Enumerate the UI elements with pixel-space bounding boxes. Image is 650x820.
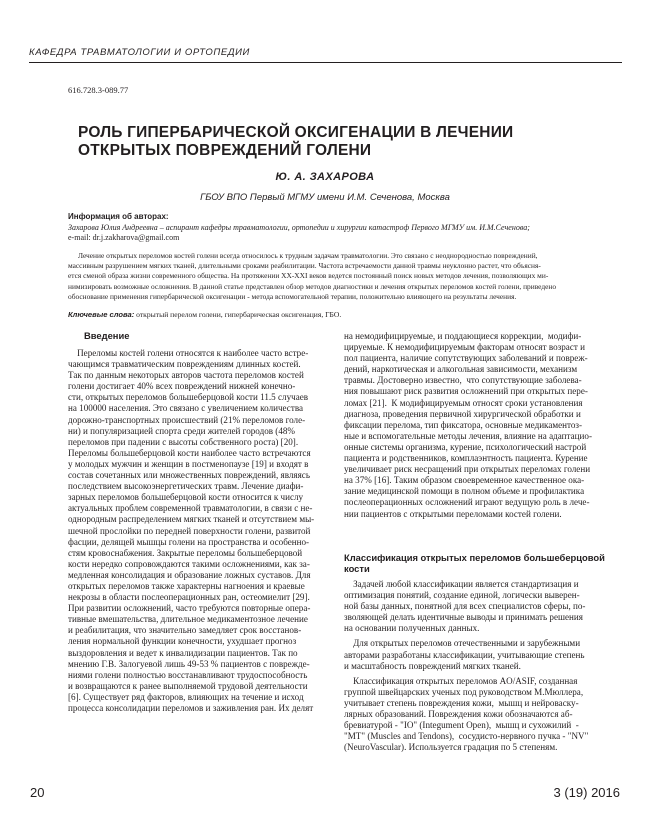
authors-info-heading: Информация об авторах: — [68, 212, 169, 221]
text-line: на 37% [16]. Таким образом своевременное качественное ока- — [344, 475, 585, 486]
right-column — [344, 331, 612, 520]
authors-info-email: e-mail: dr.j.zakharova@gmail.com — [68, 233, 180, 242]
text-line: диагноза, проведения первичной хирургической обработки и — [344, 408, 581, 419]
text-line: При развитии осложнений, часто требуются повторные опера- — [68, 603, 311, 614]
text-line: чающимся травматическим повреждениям длинных костей. — [68, 359, 301, 370]
text-line: авторами разработаны классификации, учитывающие степень — [344, 649, 585, 660]
text-line: фиксации перелома, тип фиксатора, основные медикаментоз- — [344, 419, 583, 430]
text-line: на основании полученных данных. — [344, 623, 480, 634]
journal-section-header: КАФЕДРА ТРАВМАТОЛОГИИ И ОРТОПЕДИИ — [29, 47, 250, 58]
text-line: дорожно-транспортных происшествий (21% переломов голе- — [68, 414, 306, 425]
authors-info — [68, 212, 608, 244]
article-title — [78, 124, 598, 160]
text-line: нии пациентов с открытыми переломами костей голени. — [344, 508, 562, 519]
text-line: ни) и популяризацией спорта среди жителей городов (48% — [68, 425, 296, 436]
abstract-line: нимизировать возможные осложнения. В данной статье представлен обзор методов диагностики и лечения открытых переломов костей голени, приведено — [68, 281, 557, 291]
text-line: Переломы костей голени относятся к наиболее часто встре- — [68, 348, 309, 358]
text-line: послеоперационных осложнений играют ведущую роль в лече- — [344, 497, 590, 508]
keywords-label: Ключевые слова: — [68, 310, 135, 319]
page-number: 20 — [30, 785, 45, 800]
text-line: учитывает степень повреждения кожи, мышц и нейроваску- — [344, 697, 579, 708]
text-line: некрозы в области послеоперационных ран, остеомиелит [29]. — [68, 592, 310, 603]
issue-number: 3 (19) 2016 — [553, 785, 620, 800]
text-line: открытых переломов также характерны нагноения и краевые — [68, 580, 305, 591]
authors-info-line: Захарова Юлия Андреевна – аспирант кафедры травматологии, ортопедии и хирургии катастроф Первого МГМУ им. И.М.Сеченова; — [68, 222, 530, 232]
text-line: ной базы данных, понятной для всех специалистов сферы, по- — [344, 601, 586, 612]
abstract-line: Лечение открытых переломов костей голени всегда относилось к трудным задачам травматологии. Это связано с неоднородностью повреждений, — [78, 251, 538, 260]
text-line: [6]. Существует ряд факторов, влияющих на течение и исход — [68, 691, 304, 702]
text-line: выздоровления и ведет к инвалидизации пациентов. Так по — [68, 647, 298, 658]
abstract-line: обоснование применения гипербарической оксигенации - метода вспомогательной терапии, положительно влияющего на результаты лечения. — [68, 291, 517, 301]
text-line: оптимизация понятий, создание единой, логически выверен- — [344, 590, 580, 601]
abstract-line: ется сменой образа жизни современного общества. На протяжении XX-XXI веков ведется постоянный поиск новых методов лечения, позволяющих ми- — [68, 271, 549, 281]
text-line: и возвращаются к ранее выполняемой трудовой деятельности — [68, 680, 308, 691]
text-line: зарных переломов большеберцовой кости относится к числу — [68, 492, 304, 503]
text-line: бревиатурой - "IO" (Integument Open), мышц и сухожилий - — [344, 720, 579, 731]
author-name: Ю. А. ЗАХАРОВА — [275, 171, 375, 183]
text-line: "MT" (Muscles and Tendons), сосудисто-нервного пучка - "NV" — [344, 731, 589, 742]
text-line: Задачей любой классификации является стандартизация и — [344, 579, 579, 589]
text-line: ниями голени полностью восстанавливают трудоспособность — [68, 669, 308, 680]
text-line: дений, наркотическая и алкогольная зависимости, механизм — [344, 364, 578, 375]
keywords-text: открытый перелом голени, гипербарическая оксигенация, ГБО. — [134, 310, 342, 319]
text-line: ния повышают риск развития осложнений при открытых пере- — [344, 386, 588, 397]
text-line: Классификация открытых переломов AO/ASIF, созданная — [344, 675, 578, 686]
text-line: голени достигает 40% всех повреждений нижней конечно- — [68, 381, 296, 392]
left-column — [68, 348, 336, 714]
text-line: и реабилитация, что значительно замедляет срок восстанов- — [68, 625, 302, 636]
text-line: стям кровоснабжения. Закрытые переломы большеберцовой — [68, 547, 303, 558]
text-line: состав сочетанных или множественных повреждений, являясь — [68, 470, 310, 481]
text-line: фасции, делящей мышцы голени на пространства и особенно- — [68, 536, 310, 547]
text-line: травмы. Достоверно известно, что сопутствующие заболева- — [344, 375, 582, 386]
text-line: пол пациента, наличие сопутствующих заболеваний и повреж- — [344, 353, 588, 364]
classification-heading-line: кости — [344, 563, 370, 574]
right-column-classification — [344, 579, 612, 753]
text-line: актуальных проблем современной травматологии, в связи с не- — [68, 503, 313, 514]
text-line: последствием высокоэнергетических травм. Лечение диафи- — [68, 481, 304, 492]
text-line: Так по данным некоторых авторов частота переломов костей — [68, 370, 304, 381]
text-line: зание медицинской помощи в полном объеме и профилактика — [344, 486, 585, 497]
text-line: на 100000 населения. Это связано с увеличением количества — [68, 403, 304, 414]
text-line: и масштабность повреждений мягких тканей. — [344, 660, 521, 671]
text-line: сти, открытых переломов большеберцовой кости 11.5 случаев — [68, 392, 309, 403]
text-line: переломов при падении с высоты собственного роста) [20]. — [68, 436, 299, 447]
text-line: онные системы организма, курение, психологический настрой — [344, 441, 587, 452]
text-line: ломах [21]. К модифицируемым относят сроки установления — [344, 397, 583, 408]
header-divider — [29, 62, 622, 63]
text-line: шечной прослойки по передней поверхности голени, развитой — [68, 525, 311, 536]
text-line: тивные вмешательства, длительное медикаментозное лечение — [68, 614, 308, 625]
abstract-line: массивным разрушением мягких тканей, длительными сроками реабилитации. Частота встречаемости данной травмы неуклонно растет, что объясня- — [68, 261, 541, 271]
text-line: цируемые. К немодифицируемым факторам относят возраст и — [344, 342, 585, 353]
text-line: медленная консолидация и образование ложных суставов. Для — [68, 569, 311, 580]
classification-heading-line: Классификация открытых переломов большеберцовой — [344, 552, 605, 563]
text-line: увеличивает риск несращений при открытых переломах голени — [344, 464, 591, 475]
text-line: Для открытых переломов отечественными и зарубежными — [344, 638, 581, 649]
text-line: у молодых мужчин и женщин в постменопаузе [19] и входят в — [68, 458, 309, 469]
text-line: лярных образований. Повреждения кожи обозначаются аб- — [344, 709, 573, 720]
udc-code: 616.728.3-089.77 — [68, 85, 129, 95]
text-line: зволяющей делать идентичные выводы и принимать решения — [344, 612, 583, 623]
text-line: (NeuroVascular). Используется градация по 5 степеням. — [344, 742, 558, 753]
classification-heading — [344, 552, 612, 574]
text-line: процесса консолидации переломов и заживления ран. Их делят — [68, 703, 314, 713]
title-line: ОТКРЫТЫХ ПОВРЕЖДЕНИЙ ГОЛЕНИ — [78, 142, 372, 159]
text-line: Переломы большеберцовой кости наиболее часто встречаются — [68, 447, 311, 458]
title-line: РОЛЬ ГИПЕРБАРИЧЕСКОЙ ОКСИГЕНАЦИИ В ЛЕЧЕНИИ — [78, 124, 514, 141]
keywords — [68, 310, 608, 319]
text-line: группой швейцарских ученых под руководством М.Мюллера, — [344, 686, 584, 697]
intro-heading: Введение — [84, 330, 130, 341]
affiliation: ГБОУ ВПО Первый МГМУ имени И.М. Сеченова, Москва — [200, 192, 450, 203]
text-line: однородным распределением мягких тканей и отсутствием мы- — [68, 514, 315, 525]
abstract — [68, 251, 608, 302]
text-line: ные и вспомогательные методы лечения, влияние на адаптацио- — [344, 430, 592, 441]
text-line: кости нередко сопровождаются такими осложнениями, как за- — [68, 558, 310, 569]
text-line: на немодифицируемые, и поддающиеся коррекции, модифи- — [344, 331, 582, 341]
text-line: пациента и родственников, комплаэнтность пациента. Курение — [344, 453, 588, 464]
text-line: мнению Г.В. Залогуевой лишь 49-53 % пациентов с поврежде- — [68, 658, 310, 669]
text-line: ления нормальной функции конечности, ухудшает прогноз — [68, 636, 297, 647]
